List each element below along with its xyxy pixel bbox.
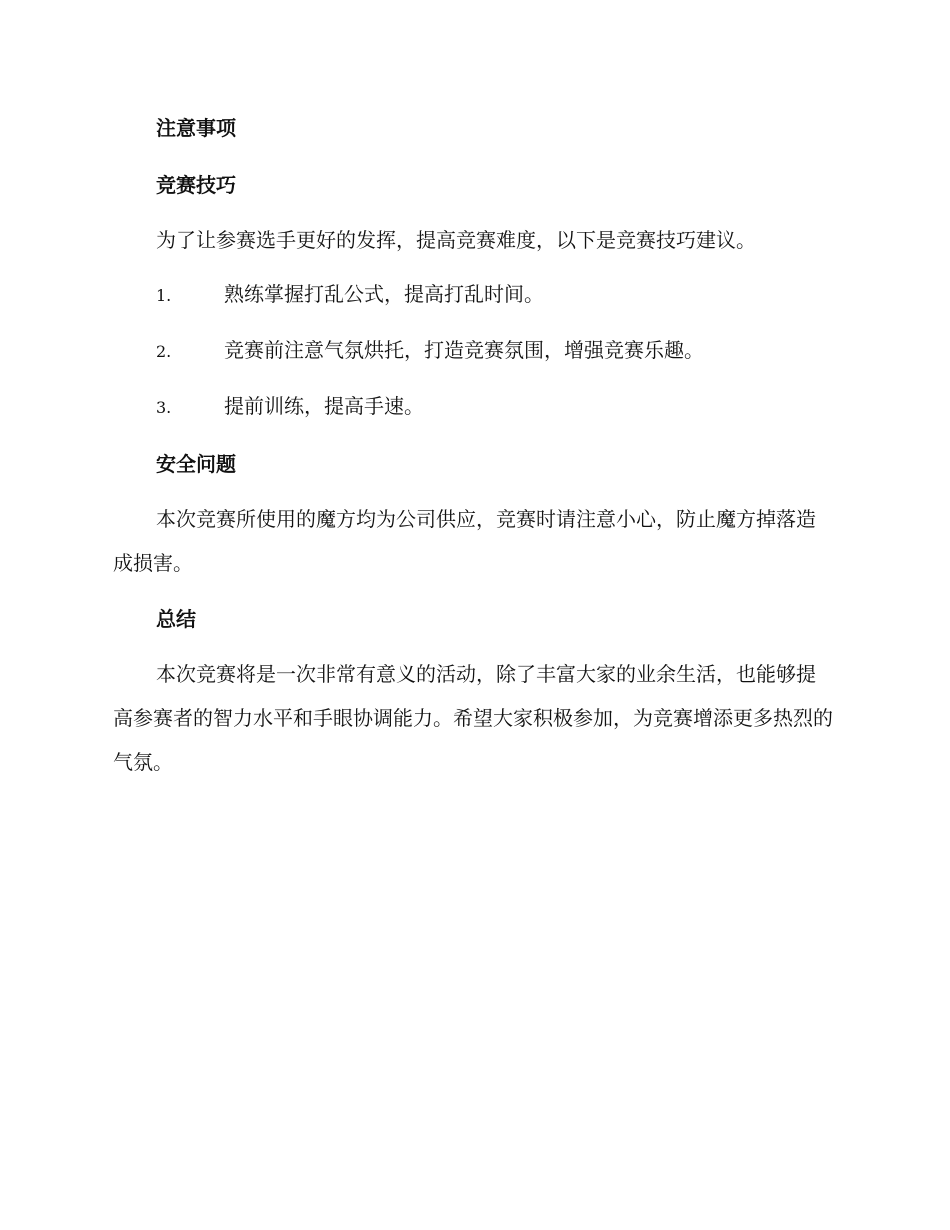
tips-intro: 为了让参赛选手更好的发挥，提高竞赛难度，以下是竞赛技巧建议。: [156, 228, 756, 252]
notes-heading: 注意事项: [156, 116, 236, 140]
list-item-text: 竞赛前注意气氛烘托，打造竞赛氛围，增强竞赛乐趣。: [224, 338, 704, 362]
tips-heading: 竞赛技巧: [156, 173, 236, 197]
list-item-number: 3.: [156, 398, 172, 417]
list-item-number: 1.: [156, 286, 172, 305]
list-item: [113, 384, 833, 430]
list-item-text: 提前训练，提高手速。: [224, 394, 424, 418]
list-item-text: 熟练掌握打乱公式，提高打乱时间。: [224, 282, 544, 306]
document-page: [113, 108, 833, 798]
list-item: [113, 272, 833, 318]
list-item: [113, 328, 833, 374]
list-item-number: 2.: [156, 342, 172, 361]
safety-heading: 安全问题: [156, 452, 236, 476]
summary-heading: 总结: [156, 607, 196, 631]
summary-paragraph: 本次竞赛将是一次非常有意义的活动，除了丰富大家的业余生活，也能够提高参赛者的智力水平和手眼协调能力。希望大家积极参加，为竞赛增添更多热烈的气氛。: [113, 662, 833, 774]
safety-paragraph: 本次竞赛所使用的魔方均为公司供应，竞赛时请注意小心，防止魔方掉落造成损害。: [113, 507, 816, 575]
